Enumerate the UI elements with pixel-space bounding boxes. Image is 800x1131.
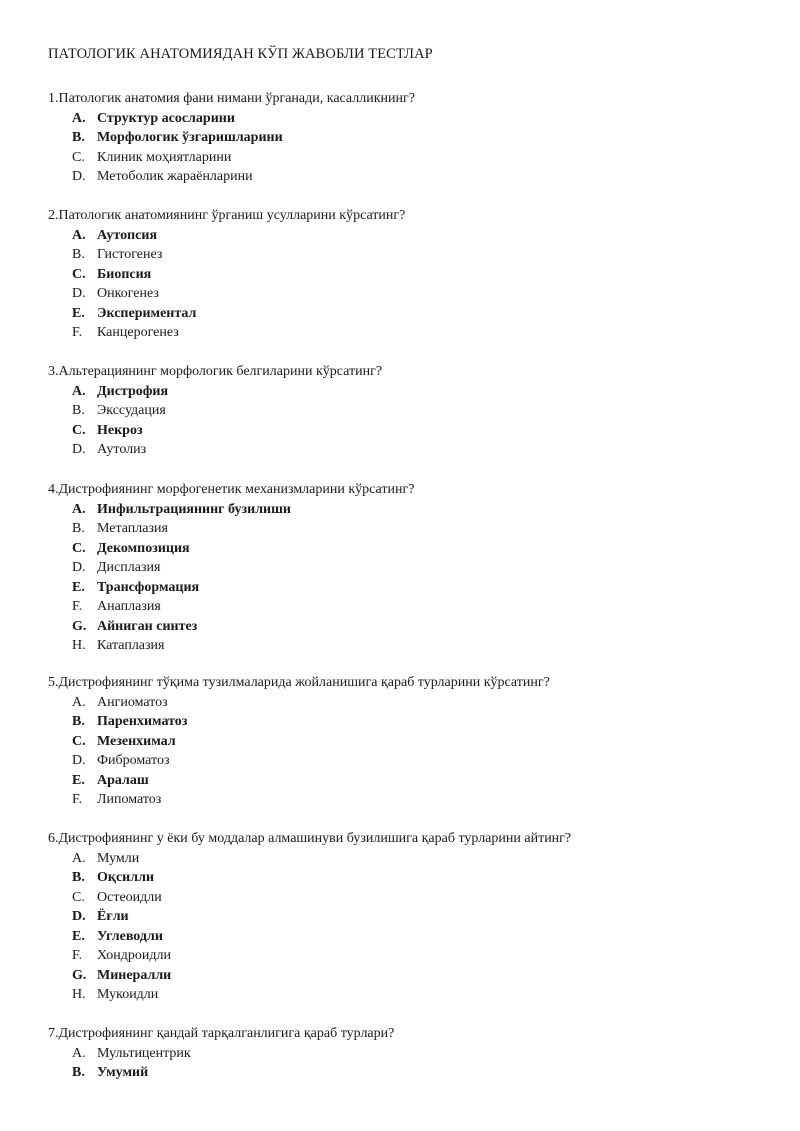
answer-letter: D. bbox=[72, 442, 86, 457]
answer-option bbox=[48, 849, 768, 869]
answer-option bbox=[48, 597, 768, 617]
answer-letter: B. bbox=[72, 521, 85, 536]
answer-letter: D. bbox=[72, 286, 86, 301]
answer-text: Фиброматоз bbox=[97, 753, 170, 768]
answer-letter: G. bbox=[72, 967, 87, 983]
answer-text: Аутолиз bbox=[97, 442, 147, 457]
answer-letter: H. bbox=[72, 638, 86, 653]
answer-letter: E. bbox=[72, 579, 85, 595]
answer-option bbox=[48, 946, 768, 966]
answer-text: Хондроидли bbox=[97, 948, 171, 963]
question-block bbox=[48, 480, 768, 656]
answer-option bbox=[48, 751, 768, 771]
answer-option-correct bbox=[48, 907, 768, 927]
answer-letter: F. bbox=[72, 325, 83, 340]
answer-text: Гистогенез bbox=[97, 247, 163, 262]
answer-letter: A. bbox=[72, 501, 86, 517]
answer-text: Мезенхимал bbox=[97, 733, 176, 749]
answer-option bbox=[48, 693, 768, 713]
answer-option-correct bbox=[48, 927, 768, 947]
answer-letter: F. bbox=[72, 599, 83, 614]
answer-text: Некроз bbox=[97, 422, 143, 438]
answer-text: Биопсия bbox=[97, 266, 152, 282]
answer-option bbox=[48, 148, 768, 168]
answer-text: Айниган синтез bbox=[97, 618, 198, 634]
question-block bbox=[48, 829, 768, 1005]
question-text: 4.Дистрофиянинг морфогенетик механизмларини кўрсатинг? bbox=[48, 482, 415, 497]
answer-option bbox=[48, 1044, 768, 1064]
answer-option bbox=[48, 245, 768, 265]
answer-letter: C. bbox=[72, 733, 86, 749]
answer-letter: A. bbox=[72, 694, 86, 710]
answer-letter: E. bbox=[72, 772, 85, 788]
answer-option-correct bbox=[48, 732, 768, 752]
answer-option bbox=[48, 323, 768, 343]
answer-option-correct bbox=[48, 539, 768, 559]
question-text: 3.Альтерациянинг морфологик белгиларини кўрсатинг? bbox=[48, 364, 383, 379]
answer-option bbox=[48, 440, 768, 460]
answer-option-correct bbox=[48, 382, 768, 402]
question-text: 2.Патологик анатомиянинг ўрганиш усулларини кўрсатинг? bbox=[48, 208, 406, 223]
question-text: 5.Дистрофиянинг тўқима тузилмаларида жойланишига қараб турларини кўрсатинг? bbox=[48, 675, 550, 690]
answer-letter: F. bbox=[72, 792, 83, 807]
answer-text: Минералли bbox=[97, 967, 172, 983]
answer-option-correct bbox=[48, 304, 768, 324]
answer-option bbox=[48, 558, 768, 578]
answer-text: Метаплазия bbox=[97, 521, 168, 536]
answer-letter: D. bbox=[72, 753, 86, 768]
question-text: 7.Дистрофиянинг қандай тарқалганлигига қараб турлари? bbox=[48, 1026, 395, 1041]
answer-text: Экссудация bbox=[97, 403, 166, 418]
answer-text: Липоматоз bbox=[97, 792, 162, 807]
answer-option bbox=[48, 401, 768, 421]
answer-letter: H. bbox=[72, 987, 86, 1002]
answer-text: Остеоидли bbox=[97, 889, 162, 905]
answer-letter: A. bbox=[72, 850, 86, 866]
answer-list bbox=[48, 382, 768, 460]
answer-option-correct bbox=[48, 868, 768, 888]
answer-text: Канцерогенез bbox=[97, 325, 179, 340]
answer-list bbox=[48, 849, 768, 1005]
answer-option bbox=[48, 888, 768, 908]
answer-letter: A. bbox=[72, 383, 86, 399]
answer-text: Умумий bbox=[97, 1065, 149, 1080]
answer-text: Мукоидли bbox=[97, 987, 159, 1002]
answer-letter: D. bbox=[72, 169, 86, 184]
answer-option bbox=[48, 519, 768, 539]
answer-letter: B. bbox=[72, 714, 85, 729]
answer-text: Ёғли bbox=[97, 909, 129, 924]
answer-text: Дистрофия bbox=[97, 383, 169, 399]
answer-option-correct bbox=[48, 966, 768, 986]
answer-list bbox=[48, 1044, 768, 1083]
answer-letter: A. bbox=[72, 110, 86, 126]
answer-text: Инфильтрациянинг бузилиши bbox=[97, 501, 291, 517]
answer-text: Катаплазия bbox=[97, 638, 165, 653]
answer-letter: G. bbox=[72, 618, 87, 634]
answer-letter: F. bbox=[72, 948, 83, 963]
answer-text: Углеводли bbox=[97, 928, 163, 944]
answer-text: Дисплазия bbox=[97, 560, 161, 575]
answer-text: Мумли bbox=[97, 850, 140, 866]
answer-text: Оқсилли bbox=[97, 870, 155, 885]
answer-text: Мультицентрик bbox=[97, 1045, 191, 1061]
answer-text: Паренхиматоз bbox=[97, 714, 188, 729]
answer-option-correct bbox=[48, 500, 768, 520]
answer-text: Морфологик ўзгаришларини bbox=[97, 130, 283, 145]
answer-text: Онкогенез bbox=[97, 286, 159, 301]
answer-option-correct bbox=[48, 109, 768, 129]
answer-text: Метоболик жараёнларини bbox=[97, 169, 253, 184]
answer-letter: C. bbox=[72, 540, 86, 556]
answer-option-correct bbox=[48, 265, 768, 285]
answer-letter: B. bbox=[72, 247, 85, 262]
answer-option-correct bbox=[48, 771, 768, 791]
answer-option-correct bbox=[48, 712, 768, 732]
answer-list bbox=[48, 500, 768, 656]
answer-letter: D. bbox=[72, 909, 86, 924]
answer-letter: C. bbox=[72, 889, 85, 905]
answer-text: Трансформация bbox=[97, 579, 200, 595]
answer-text: Анаплазия bbox=[97, 599, 161, 614]
answer-letter: A. bbox=[72, 1045, 86, 1061]
answer-option bbox=[48, 167, 768, 187]
answer-letter: B. bbox=[72, 870, 85, 885]
answer-text: Клиник моҳиятларини bbox=[97, 149, 232, 165]
document-title: ПАТОЛОГИК АНАТОМИЯДАН КЎП ЖАВОБЛИ ТЕСТЛАР bbox=[48, 46, 433, 62]
question-text: 1.Патологик анатомия фани нимани ўрганади, касалликнинг? bbox=[48, 91, 415, 106]
question-block bbox=[48, 1024, 768, 1083]
answer-option bbox=[48, 985, 768, 1005]
question-text: 6.Дистрофиянинг у ёки бу моддалар алмашинуви бузилишига қараб турларини айтинг? bbox=[48, 831, 572, 846]
answer-letter: D. bbox=[72, 560, 86, 575]
answer-option-correct bbox=[48, 226, 768, 246]
answer-list bbox=[48, 226, 768, 343]
answer-option-correct bbox=[48, 578, 768, 598]
answer-list bbox=[48, 693, 768, 810]
answer-option bbox=[48, 284, 768, 304]
answer-text: Экспериментал bbox=[97, 305, 197, 321]
answer-text: Аралаш bbox=[97, 772, 149, 788]
answer-letter: C. bbox=[72, 266, 86, 282]
answer-option bbox=[48, 790, 768, 810]
answer-letter: A. bbox=[72, 227, 86, 243]
question-block bbox=[48, 673, 768, 810]
answer-letter: B. bbox=[72, 1065, 85, 1080]
answer-letter: C. bbox=[72, 422, 86, 438]
answer-list bbox=[48, 109, 768, 187]
answer-text: Структур асосларини bbox=[97, 110, 235, 126]
question-block bbox=[48, 89, 768, 187]
answer-option-correct bbox=[48, 617, 768, 637]
answer-text: Декомпозиция bbox=[97, 540, 190, 556]
answer-letter: E. bbox=[72, 305, 85, 321]
answer-letter: B. bbox=[72, 403, 85, 418]
answer-option bbox=[48, 636, 768, 656]
answer-letter: C. bbox=[72, 149, 85, 165]
answer-option-correct bbox=[48, 421, 768, 441]
answer-option-correct bbox=[48, 1063, 768, 1083]
answer-letter: B. bbox=[72, 130, 85, 145]
answer-letter: E. bbox=[72, 928, 85, 944]
answer-text: Аутопсия bbox=[97, 227, 158, 243]
question-block bbox=[48, 206, 768, 343]
answer-option-correct bbox=[48, 128, 768, 148]
question-block bbox=[48, 362, 768, 460]
answer-text: Ангиоматоз bbox=[97, 694, 168, 710]
